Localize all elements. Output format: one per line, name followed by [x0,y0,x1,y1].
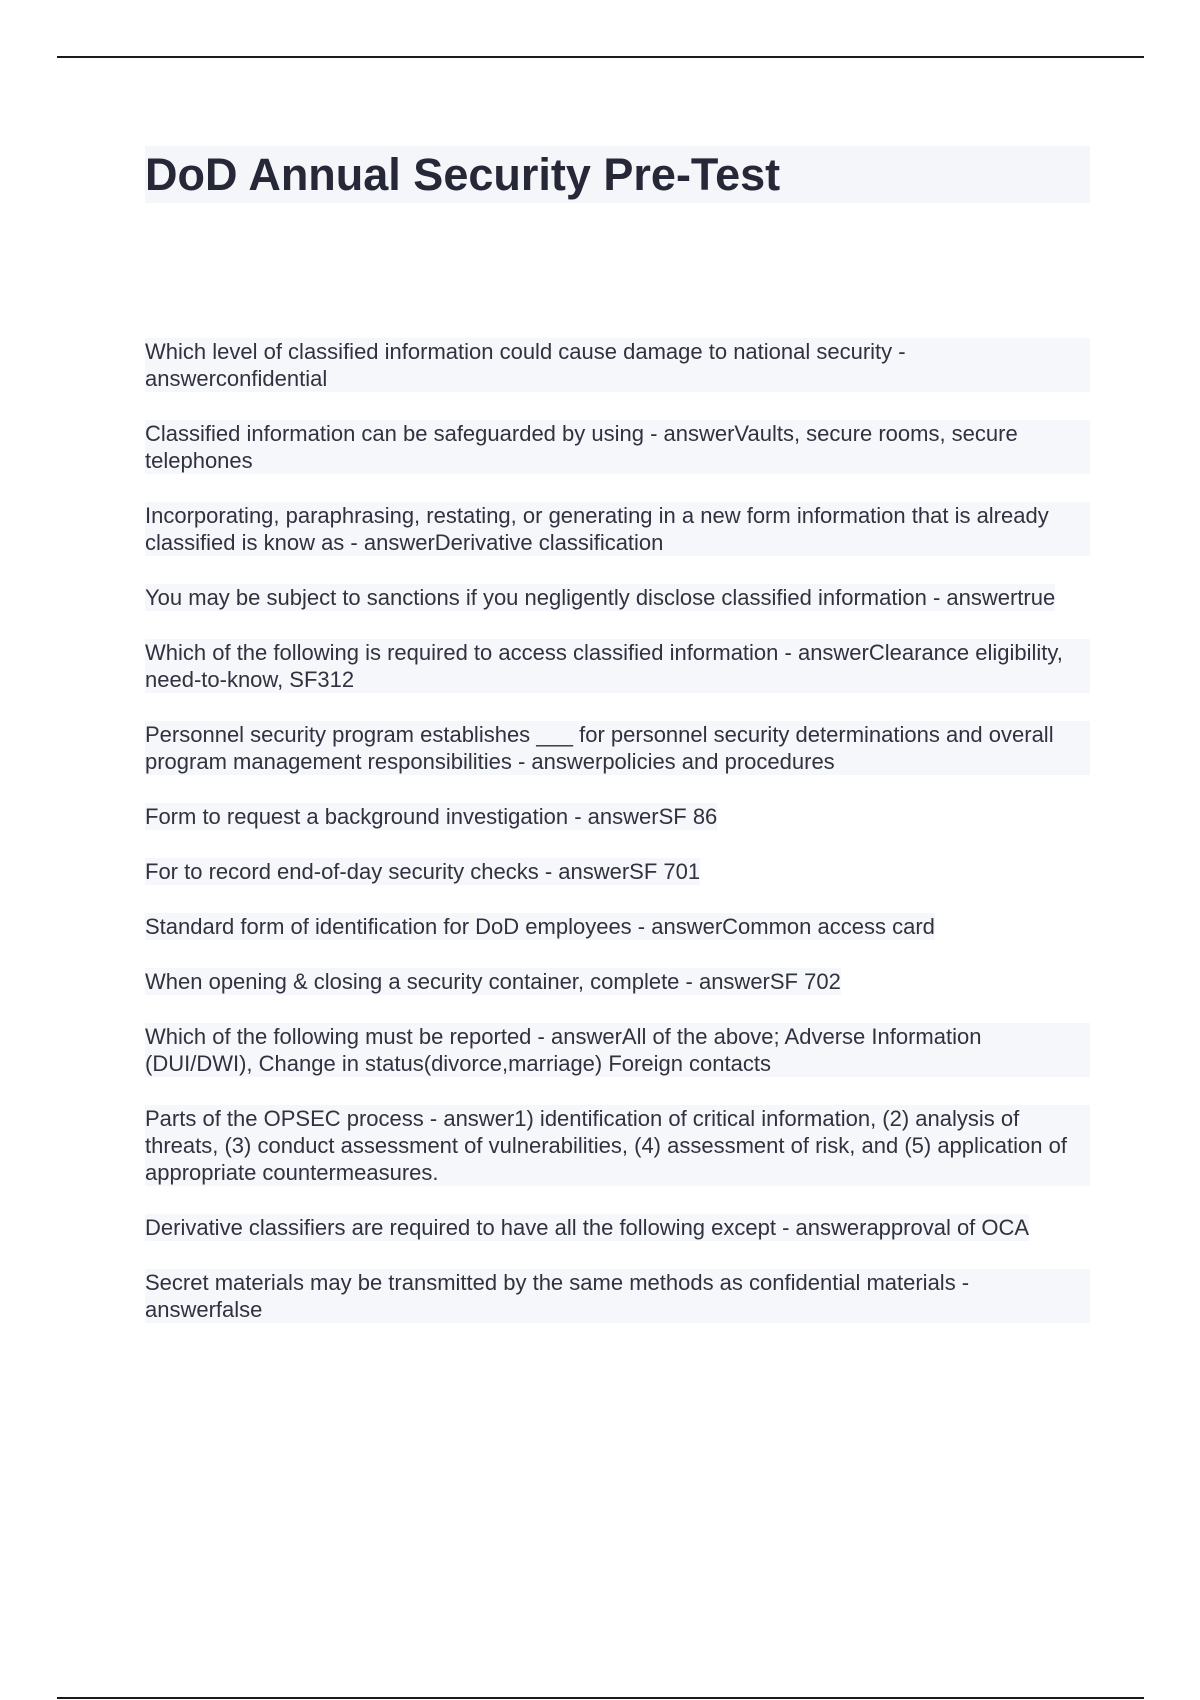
page-title: DoD Annual Security Pre-Test [145,149,781,200]
qa-item-11: Which of the following must be reported - answerAll of the above; Adverse Information (DUI/DWI), Change in status(divorce,marriage) Foreign contacts [145,1023,1090,1077]
qa-item-2: Classified information can be safeguarded by using - answerVaults, secure rooms, secure telephones [145,420,1090,474]
qa-item-4: You may be subject to sanctions if you negligently disclose classified information - answertrue [145,585,1056,610]
qa-item-14: Secret materials may be transmitted by the same methods as confidential materials - answerfalse [145,1269,1090,1323]
qa-item-12: Parts of the OPSEC process - answer1) identification of critical information, (2) analysis of threats, (3) conduct assessment of vulnerabilities, (4) assessment of risk, and (5) application of appropriate countermeasures. [145,1105,1090,1186]
qa-item-7: Form to request a background investigation - answerSF 86 [145,804,718,829]
top-rule [57,56,1144,58]
qa-item-6: Personnel security program establishes ___ for personnel security determinations and overall program management responsibilities - answerpolicies and procedures [145,721,1090,775]
qa-item-3: Incorporating, paraphrasing, restating, or generating in a new form information that is already classified is know as - answerDerivative classification [145,502,1090,556]
qa-item-13: Derivative classifiers are required to have all the following except - answerapproval of OCA [145,1215,1030,1240]
qa-item-10: When opening & closing a security container, complete - answerSF 702 [145,969,841,994]
qa-item-5: Which of the following is required to access classified information - answerClearance eligibility, need-to-know, SF312 [145,639,1090,693]
bottom-rule [57,1697,1144,1699]
qa-list [145,338,1090,1351]
qa-item-8: For to record end-of-day security checks - answerSF 701 [145,859,701,884]
qa-item-9: Standard form of identification for DoD employees - answerCommon access card [145,914,935,939]
qa-item-1: Which level of classified information could cause damage to national security - answerconfidential [145,338,1090,392]
